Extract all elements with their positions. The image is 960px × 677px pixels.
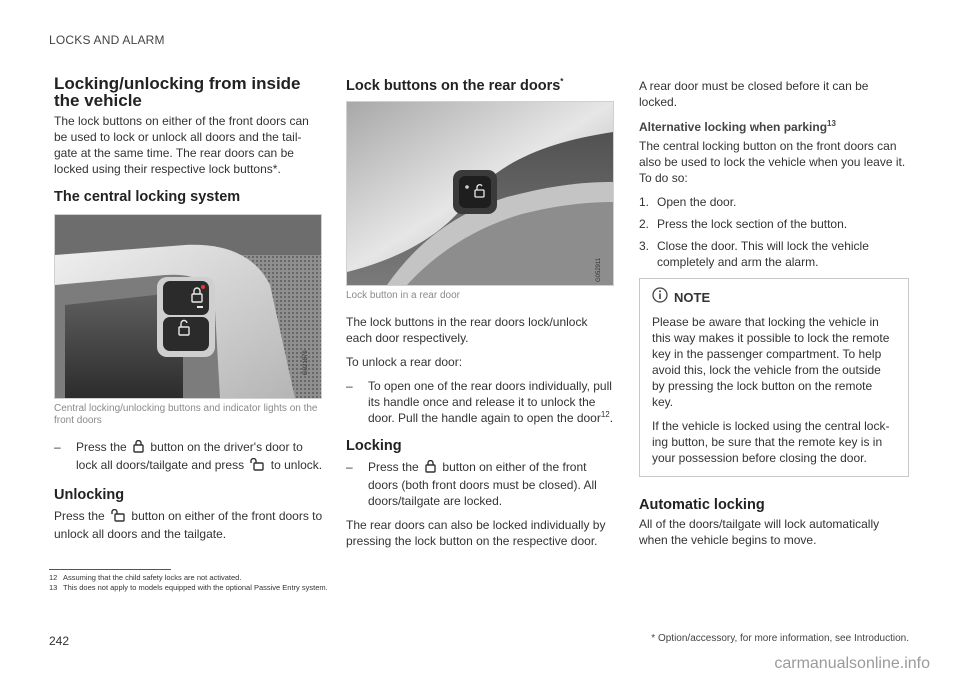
list-item bbox=[639, 194, 909, 210]
central-locking-caption: Central locking/unlocking buttons and indicator lights on the front doors bbox=[54, 403, 318, 426]
footnote-12 bbox=[49, 573, 241, 582]
intro-paragraph: The lock buttons on either of the front doors can be used to lock or unlock all doors and the tail-gate at the same time. The rear doors can be locked using their respective lock buttons*. bbox=[54, 114, 309, 176]
step-text: Open the door. bbox=[657, 195, 737, 209]
unlock-icon bbox=[111, 509, 125, 526]
footnote-13 bbox=[49, 583, 328, 592]
steps-list bbox=[639, 194, 909, 270]
central-locking-figure bbox=[54, 214, 322, 399]
rear-closed-paragraph: A rear door must be closed before it can be locked. bbox=[639, 79, 869, 109]
option-footnote: * Option/accessory, for more information, see Introduction. bbox=[651, 633, 909, 644]
alt-locking-heading bbox=[639, 120, 909, 134]
step-text: Close the door. This will lock the vehicle completely and arm the alarm. bbox=[657, 239, 869, 269]
step-text: Press the lock section of the button. bbox=[657, 217, 848, 231]
footnote-number: 13 bbox=[49, 583, 58, 592]
column-left bbox=[54, 72, 324, 550]
note-box bbox=[639, 278, 909, 477]
sentence-end: . bbox=[609, 411, 614, 425]
footnote-text: Assuming that the child safety locks are not activated. bbox=[63, 573, 242, 582]
lock-instruction-part1: Press the bbox=[76, 440, 127, 454]
rear-door-illustration bbox=[347, 102, 613, 285]
rear-para-3: The rear doors can also be locked individually by pressing the lock button on the respective door. bbox=[346, 518, 606, 548]
lock-rear-part1: Press the bbox=[368, 460, 419, 474]
dash-marker: – bbox=[346, 379, 353, 393]
unlock-icon bbox=[250, 458, 264, 475]
unlocking-part2: button on either of the front doors to unlock all doors and the tailgate. bbox=[54, 509, 323, 541]
automatic-locking-paragraph: All of the doors/tailgate will lock automatically when the vehicle begins to move. bbox=[639, 517, 880, 547]
note-header bbox=[652, 287, 896, 308]
note-paragraph-2: If the vehicle is locked using the central lock-ing button, be sure that the remote key is in your possession before closing the door. bbox=[652, 419, 890, 465]
image-code: G021879 bbox=[303, 350, 309, 375]
unlocking-heading: Unlocking bbox=[54, 487, 125, 503]
alt-locking-heading-text: Alternative locking when parking bbox=[639, 120, 828, 134]
page-title: Locking/unlocking from inside the vehicle bbox=[54, 74, 301, 110]
column-right bbox=[639, 72, 909, 556]
image-code: G052911 bbox=[596, 257, 602, 282]
lock-icon bbox=[133, 440, 144, 457]
rear-door-caption: Lock button in a rear door bbox=[346, 290, 460, 301]
page-number: 242 bbox=[49, 634, 70, 648]
step-number: 3. bbox=[639, 239, 650, 253]
footnote-ref-12: 12 bbox=[600, 410, 610, 419]
watermark: carmanualsonline.info bbox=[774, 655, 930, 672]
locking-heading: Locking bbox=[346, 438, 402, 454]
step-number: 1. bbox=[639, 195, 650, 209]
lock-instruction-part2: button on the driver's door to lock all doors/tailgate and press bbox=[76, 440, 303, 472]
rear-para-2: To unlock a rear door: bbox=[346, 355, 463, 369]
section-header: LOCKS AND ALARM bbox=[49, 33, 165, 47]
unlocking-part1: Press the bbox=[54, 509, 105, 523]
dash-marker: – bbox=[346, 460, 353, 474]
rear-door-heading-text: Lock buttons on the rear doors bbox=[346, 78, 561, 94]
dash-marker: – bbox=[54, 440, 61, 454]
step-number: 2. bbox=[639, 217, 650, 231]
list-item bbox=[639, 238, 909, 270]
automatic-locking-heading: Automatic locking bbox=[639, 497, 765, 513]
column-middle bbox=[346, 72, 616, 557]
central-locking-illustration bbox=[55, 215, 321, 398]
unlocking-paragraph bbox=[54, 508, 324, 542]
central-locking-heading: The central locking system bbox=[54, 189, 241, 205]
note-paragraph-1: Please be aware that locking the vehicle in this way makes it possible to lock the remote key in the passenger compartment. To help avoid this, lock the vehicle from the outside by pressing the lock button on the remote key. bbox=[652, 315, 890, 409]
lock-icon bbox=[425, 460, 436, 477]
info-icon bbox=[652, 287, 668, 308]
alt-locking-paragraph: The central locking button on the front doors can also be used to lock the vehicle when you leave it. To do so: bbox=[639, 139, 906, 185]
rear-para-1: The lock buttons in the rear doors lock/unlock each door respectively. bbox=[346, 315, 588, 345]
rear-door-figure bbox=[346, 101, 614, 286]
unlock-rear-item bbox=[346, 378, 616, 426]
lock-rear-part2: button on either of the front doors (both front doors must be closed). All doors/tailgate are locked. bbox=[368, 460, 597, 508]
list-item bbox=[639, 216, 909, 232]
lock-rear-item bbox=[346, 459, 616, 509]
footnote-number: 12 bbox=[49, 573, 58, 582]
note-title: NOTE bbox=[674, 290, 711, 305]
footnote-divider bbox=[49, 569, 171, 570]
unlock-rear-text: To open one of the rear doors individually, pull its handle once and release it to unlock the door. Pull the handle again to open the door bbox=[368, 379, 612, 425]
rear-door-heading bbox=[346, 78, 616, 95]
lock-instruction-item bbox=[54, 439, 324, 475]
lock-instruction-part3: to unlock. bbox=[270, 458, 323, 472]
footnote-ref-13: 13 bbox=[827, 119, 836, 128]
option-star: * bbox=[560, 77, 564, 87]
footnote-text: This does not apply to models equipped with the optional Passive Entry system. bbox=[63, 583, 328, 592]
